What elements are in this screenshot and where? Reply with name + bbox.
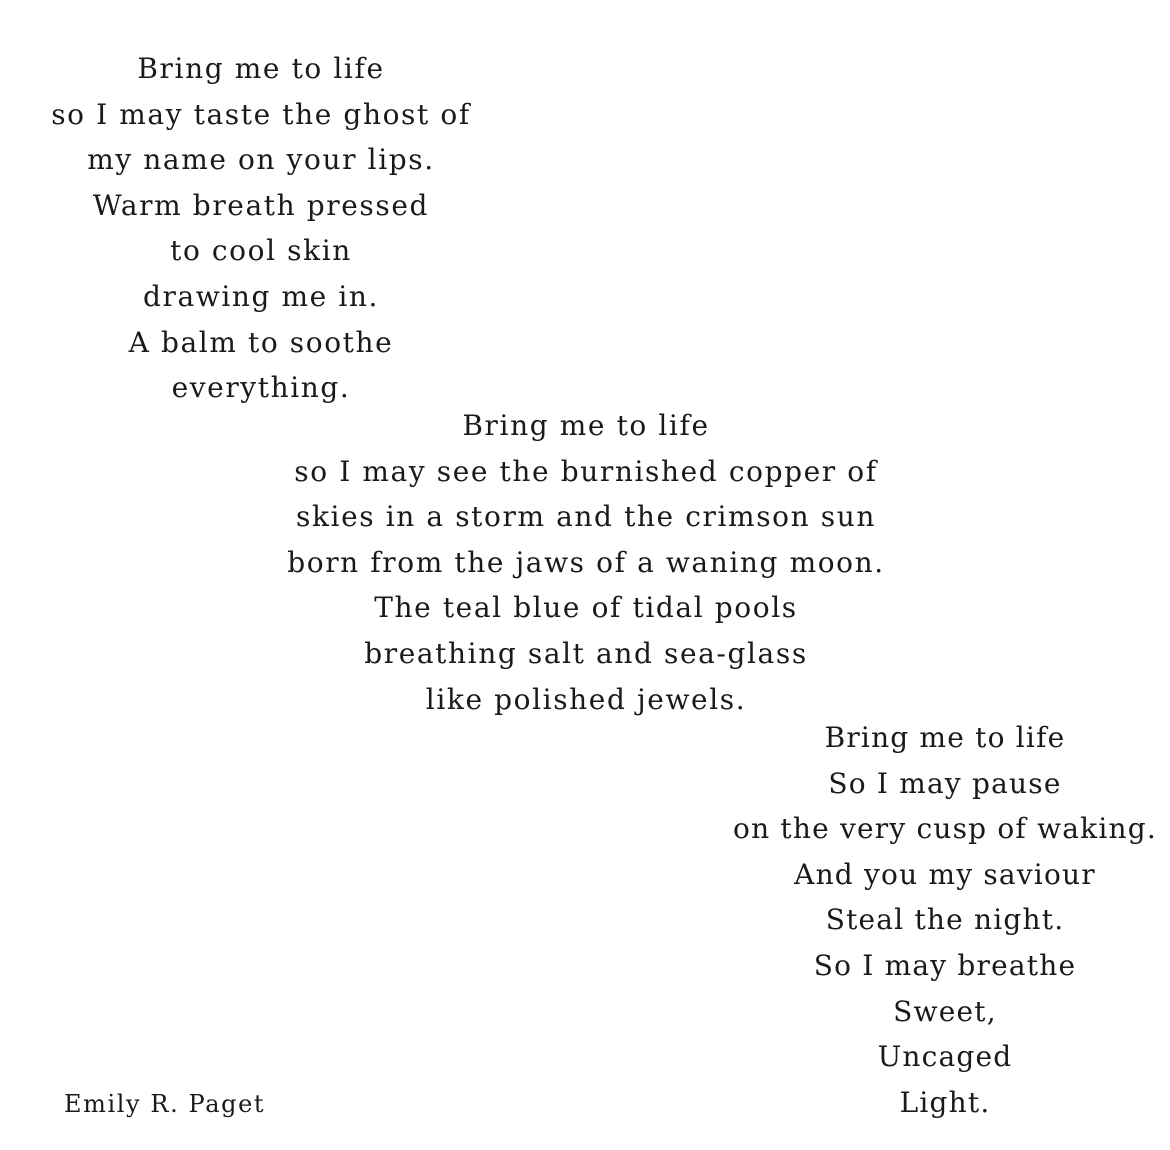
poem-line: A balm to soothe — [128, 325, 394, 359]
poem-line: drawing me in. — [142, 279, 380, 313]
poem-line: And you my saviour — [794, 857, 1096, 891]
poem-line: like polished jewels. — [425, 682, 747, 716]
poem-line: so I may see the burnished copper of — [294, 454, 878, 488]
poem-line: to cool skin — [170, 234, 352, 268]
poem-line: skies in a storm and the crimson sun — [295, 500, 876, 534]
stanza-2 — [283, 403, 889, 722]
poem-line: my name on your lips. — [87, 143, 435, 177]
poem-line: So I may breathe — [813, 948, 1077, 982]
poem-line: Bring me to life — [137, 52, 385, 85]
poem-line: Light. — [899, 1085, 991, 1119]
poem-line: Uncaged — [877, 1040, 1013, 1074]
poem-line: Steal the night. — [825, 903, 1065, 937]
poem-line: Bring me to life — [824, 721, 1066, 754]
poem-line: So I may pause — [828, 766, 1062, 800]
author-signature: Emily R. Paget — [64, 1090, 266, 1118]
stanza-3 — [728, 715, 1162, 1125]
poem-line: The teal blue of tidal pools — [374, 591, 798, 625]
poem-line: born from the jaws of a waning moon. — [287, 545, 885, 579]
poem-line: Warm breath pressed — [92, 188, 430, 222]
stanza-1 — [38, 46, 484, 411]
poem-line: breathing salt and sea-glass — [364, 636, 808, 670]
poem-line: everything. — [171, 371, 351, 405]
poem-line: so I may taste the ghost of — [51, 97, 471, 131]
poem-line: Sweet, — [893, 994, 997, 1028]
poem-line: on the very cusp of waking. — [733, 812, 1157, 846]
poem-line: Bring me to life — [462, 409, 710, 442]
